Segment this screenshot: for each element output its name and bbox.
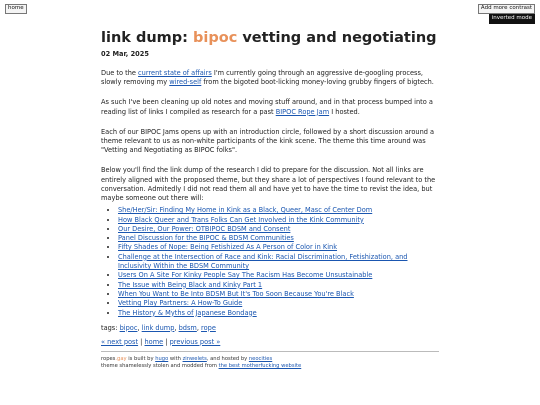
next-post-link[interactable]: « next post <box>101 337 139 346</box>
list-item <box>118 299 439 308</box>
hugo-link[interactable]: hugo <box>155 355 169 362</box>
reading-link[interactable]: Our Desire, Our Power: OTBIPOC BDSM and Consent <box>118 224 291 233</box>
reading-link[interactable]: Panel Discussion for the BIPOC & BDSM Communities <box>118 234 294 243</box>
state-of-affairs-link[interactable]: current state of affairs <box>138 69 212 77</box>
reading-link[interactable]: Fifty Shades of Nope: Being Fetishized As A Person of Color in Kink <box>118 243 338 252</box>
tag-link[interactable]: bdsm <box>178 323 197 332</box>
intro-paragraph <box>101 69 439 87</box>
nav-separator: | <box>138 337 145 346</box>
list-item <box>118 253 439 272</box>
link-dump-paragraph: Below you'll find the link dump of the research I did to prepare for the discussion. Not all links are entirely aligned with the proposed theme, but they share a lot of perspectives I found relevant to the conversation. Admitedly I did not read them all and have yet to have the time to revist the idea, but maybe someone out there will: <box>101 166 436 203</box>
title-suffix: vetting and negotiating <box>237 30 437 46</box>
page-title <box>101 29 439 48</box>
tag-link[interactable]: bipoc <box>119 323 138 332</box>
footer-credits <box>101 356 439 363</box>
zinwelets-link[interactable]: zinwelets <box>182 355 207 362</box>
reading-link[interactable]: When You Want to Be Into BDSM But It's Too Soon Because You're Black <box>118 289 354 298</box>
neocities-link[interactable]: neocities <box>248 355 273 362</box>
reading-link[interactable]: The Issue with Being Black and Kinky Part 1 <box>118 280 263 289</box>
list-item <box>118 309 439 318</box>
site-footer <box>101 356 439 371</box>
text: I hosted. <box>329 107 360 116</box>
post-article <box>101 29 439 371</box>
reading-link[interactable]: Users On A Site For Kinky People Say The Racism Has Become Unsustainable <box>118 271 373 280</box>
reading-link[interactable]: The History & Myths of Japanese Bondage <box>118 308 257 317</box>
reading-link[interactable]: Challenge at the Intersection of Race and Kink: Racial Discrimination, Fetishization, and Inclusivity Within the BDSM Community <box>118 252 408 271</box>
wired-self-link[interactable]: wired-self <box>169 78 202 87</box>
home-link[interactable]: home <box>144 337 164 346</box>
bipoc-rope-jam-link[interactable]: BIPOC Rope Jam <box>275 107 330 116</box>
reading-link[interactable]: How Black Queer and Trans Folks Can Get Involved in the Kink Community <box>118 215 364 224</box>
theme-source-link[interactable]: the best motherfucking website <box>218 363 302 370</box>
text: is built by <box>126 355 156 362</box>
text: with <box>168 355 183 362</box>
title-accent: bipoc <box>193 30 238 46</box>
list-item <box>118 290 439 299</box>
add-contrast-button[interactable]: Add more contrast <box>478 4 535 14</box>
post-navigation <box>101 338 439 346</box>
nav-separator: | <box>163 337 170 346</box>
site-tld: .gay <box>115 355 127 362</box>
reading-link[interactable]: She/Her/Sir: Finding My Home in Kink as a Black, Queer, Masc of Center Dom <box>118 206 373 215</box>
list-item <box>118 271 439 280</box>
home-button[interactable]: home <box>5 4 27 14</box>
list-item <box>118 225 439 234</box>
jams-paragraph: Each of our BIPOC Jams opens up with an introduction circle, followed by a short discussion around a theme relevant to us as non-white participants of the kink scene. The theme this time around was "Vetting and Negotiating as BIPOC folks". <box>101 127 435 155</box>
text: I'm currently going through an aggressive de-googling process, slowly removing my <box>101 69 424 87</box>
link-list <box>101 206 439 318</box>
text: from the bigoted boot-licking money-loving grubby fingers of bigtech. <box>201 78 434 87</box>
post-date: 02 Mar, 2025 <box>101 50 149 58</box>
text: theme shamelessly stolen and modded from <box>101 363 219 370</box>
footer-theme <box>101 363 439 370</box>
text: , and hosted by <box>206 355 249 362</box>
site-name: ropes <box>101 355 116 362</box>
notes-paragraph <box>101 98 439 116</box>
title-prefix: link dump: <box>101 30 193 46</box>
list-item <box>118 243 439 252</box>
text: Due to the <box>101 69 139 77</box>
tags-label: tags: <box>101 323 120 332</box>
reading-link[interactable]: Vetting Play Partners: A How-To Guide <box>118 299 243 308</box>
list-item <box>118 206 439 215</box>
inverted-mode-button[interactable]: inverted mode <box>489 14 535 24</box>
tag-list: tags: bipoc, link dump, bdsm, rope <box>101 323 216 332</box>
tag-link[interactable]: rope <box>201 323 216 332</box>
text: As such I've been cleaning up old notes and moving stuff around, and in that process bumped into a reading list of links I compiled as research for a past <box>101 98 433 116</box>
list-item <box>118 216 439 225</box>
list-item <box>118 234 439 243</box>
tag-link[interactable]: link dump <box>141 323 175 332</box>
previous-post-link[interactable]: previous post » <box>169 337 221 346</box>
list-item <box>118 281 439 290</box>
footer-divider <box>101 351 439 352</box>
